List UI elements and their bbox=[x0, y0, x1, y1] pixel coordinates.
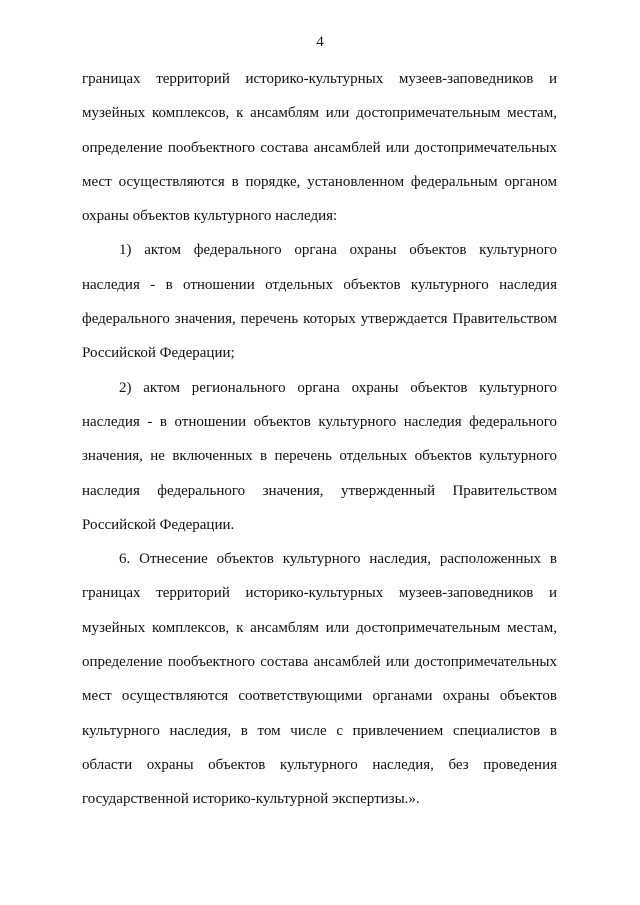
document-body bbox=[82, 62, 557, 817]
text-line: границах территорий историко-культурных музеев-заповедников и bbox=[82, 585, 557, 602]
text-line: 1) актом федерального органа охраны объектов культурного bbox=[119, 242, 557, 259]
text-line: значения, не включенных в перечень отдельных объектов культурного bbox=[82, 448, 557, 465]
text-line: определение пообъектного состава ансамблей или достопримечательных bbox=[82, 139, 557, 156]
text-line: Российской Федерации; bbox=[82, 345, 235, 362]
text-line: государственной историко-культурной экспертизы.». bbox=[82, 791, 420, 808]
text-line: наследия - в отношении объектов культурного наследия федерального bbox=[82, 413, 557, 430]
text-line: охраны объектов культурного наследия: bbox=[82, 208, 338, 225]
text-line: наследия федерального значения, утвержденный Правительством bbox=[82, 482, 557, 499]
text-line: мест осуществляются в порядке, установленном федеральным органом bbox=[82, 173, 557, 190]
text-line: мест осуществляются соответствующими органами охраны объектов bbox=[82, 688, 557, 705]
text-line: наследия - в отношении отдельных объектов культурного наследия bbox=[82, 276, 557, 293]
text-line: культурного наследия, в том числе с привлечением специалистов в bbox=[82, 722, 557, 739]
text-line: границах территорий историко-культурных музеев-заповедников и bbox=[82, 71, 557, 87]
text-line: музейных комплексов, к ансамблям или достопримечательным местам, bbox=[82, 619, 557, 636]
page-number: 4 bbox=[316, 34, 324, 50]
text-line: области охраны объектов культурного наследия, без проведения bbox=[82, 756, 557, 773]
text-line: 2) актом регионального органа охраны объектов культурного bbox=[119, 379, 557, 396]
text-line: федерального значения, перечень которых утверждается Правительством bbox=[82, 311, 557, 328]
text-line: музейных комплексов, к ансамблям или достопримечательным местам, bbox=[82, 105, 557, 122]
text-line: определение пообъектного состава ансамблей или достопримечательных bbox=[82, 654, 557, 671]
text-line: 6. Отнесение объектов культурного наследия, расположенных в bbox=[119, 551, 557, 568]
text-line: Российской Федерации. bbox=[82, 516, 235, 533]
